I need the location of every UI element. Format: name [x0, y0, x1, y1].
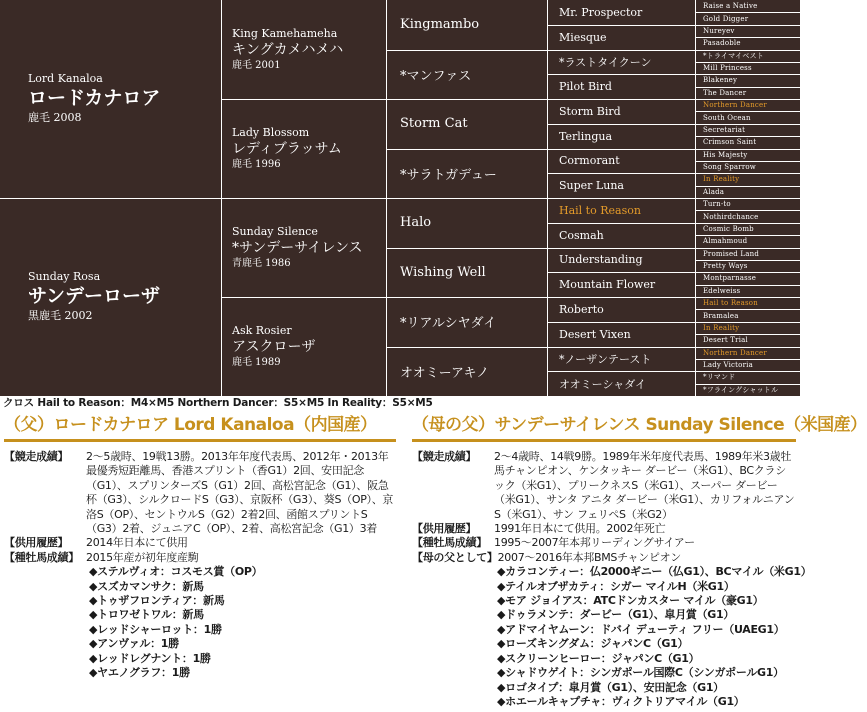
offspring-item: ◆ロゴタイプ：皐月賞（G1）、安田記念（G1） [497, 680, 724, 694]
sire-cell [0, 0, 221, 198]
gen5-name: Edelweiss [703, 286, 741, 295]
gen5-cell [695, 347, 800, 359]
gen2-name-jp: レディブラッサム [232, 140, 342, 157]
grid-line [695, 111, 800, 112]
gen4-name: *ラストタイクーン [559, 55, 652, 69]
offspring-item: ◆レッドレグナント：1勝 [89, 651, 211, 665]
grid-line [695, 136, 800, 137]
damsire-stud-history [412, 522, 796, 536]
bms-label: 【母の父として】 [412, 550, 498, 564]
gen4-cell [547, 248, 695, 273]
gen3-cell [386, 198, 547, 248]
gen4-name: *ノーザンテースト [559, 352, 652, 366]
gen5-cell [695, 99, 800, 111]
gen4-cell [547, 50, 695, 75]
gen4-name: Terlingua [559, 129, 613, 143]
grid-line [386, 149, 800, 150]
gen4-name: Pilot Bird [559, 80, 612, 94]
gen3-name: *マンファス [400, 68, 472, 84]
damsire-offspring-list [412, 565, 812, 709]
offspring-item: ◆ドゥラメンテ：ダービー（G1）、皐月賞（G1） [497, 608, 735, 622]
gen5-cell [695, 136, 800, 148]
gen5-name: Pretty Ways [703, 262, 748, 271]
offspring-item: ◆ヤエノグラフ：1勝 [89, 666, 190, 680]
dam-cell [0, 198, 221, 396]
grid-line [695, 186, 800, 187]
gen2-cell [221, 99, 386, 198]
gen3-cell [386, 50, 547, 100]
gen4-name: Roberto [559, 302, 604, 316]
gen4-name: Storm Bird [559, 104, 621, 118]
gen5-name: The Dancer [703, 88, 747, 97]
gen5-name: Montparnasse [703, 274, 757, 283]
gen4-cell [547, 223, 695, 248]
grid-line [547, 322, 800, 323]
grid-line [695, 161, 800, 162]
stud-history-text: 1991年日本にて供用。2002年死亡 [494, 522, 666, 536]
gen3-name: Kingmambo [400, 17, 480, 33]
gen5-name: Lady Victoria [703, 361, 753, 370]
gen5-cell [695, 371, 800, 383]
gen5-name: Promised Land [703, 249, 759, 258]
stud-record-label: 【種牡馬成績】 [4, 550, 79, 564]
gen4-cell [547, 25, 695, 50]
gen5-cell [695, 359, 800, 371]
grid-line [695, 359, 800, 360]
grid-line [695, 37, 800, 38]
gen4-name: Understanding [559, 253, 643, 267]
gen4-cell [547, 124, 695, 149]
gen5-cell [695, 173, 800, 185]
gen4-name: Cormorant [559, 154, 620, 168]
gen4-cell [547, 99, 695, 124]
offspring-item: ◆レッドシャーロット：1勝 [89, 622, 222, 636]
sire-column [4, 413, 396, 681]
gen5-cell [695, 111, 800, 123]
race-record-label: 【競走成績】 [412, 450, 477, 463]
stud-record-text: 1995～2007年本邦リーディングサイアー [494, 536, 695, 550]
offspring-item: ◆アンヴァル：1勝 [89, 637, 179, 651]
gen3-cell [386, 99, 547, 149]
gen5-name: Nureyev [703, 26, 735, 35]
gen5-cell [695, 272, 800, 284]
gen5-name: *トライマイベスト [703, 51, 764, 60]
gen2-info: 鹿毛 1989 [232, 356, 281, 368]
gen4-name: Mr. Prospector [559, 5, 643, 19]
damsire-race-record [412, 450, 796, 522]
gen5-name: Hail to Reason [703, 299, 758, 308]
sire-info: 鹿毛 2008 [28, 111, 82, 124]
gen2-info: 鹿毛 2001 [232, 59, 281, 71]
gen5-name: Raise a Native [703, 2, 758, 11]
race-record-text: 2～5歳時、19戦13勝。2013年年度代表馬、2012年・2013年最優秀短距離馬、香港スプリント（香G1）2回、安田記念（G1）、スプリンターズS（G1）2回、高松宮記念（G1）、阪急杯（G3）、シルクロードS（G3）、京阪杯（G3）、葵S（OP）、京洛S（OP）、セントウルS（G2）2着2回、函館スプリントS（G3）2着、ジュニアC（OP）、2着、高松宮記念（G1）3着 [86, 450, 394, 536]
stud-history-label: 【供用履歴】 [412, 522, 477, 536]
gen5-cell [695, 37, 800, 49]
gen5-name: Northern Dancer [703, 101, 767, 110]
gen5-name: Gold Digger [703, 14, 749, 23]
offspring-item: ◆ステルヴィオ：コスモス賞（OP） [89, 565, 263, 579]
gen2-name-en: Ask Rosier [232, 323, 292, 337]
gen5-cell [695, 235, 800, 247]
gen5-cell [695, 87, 800, 99]
gen4-name: Desert Vixen [559, 327, 631, 341]
offspring-item: ◆スズカマンサク：新馬 [89, 579, 204, 593]
gen5-cell [695, 25, 800, 37]
gen3-cell [386, 248, 547, 298]
grid-line [547, 25, 800, 26]
grid-line [695, 260, 800, 261]
gen2-cell [221, 297, 386, 396]
gen5-name: Pasadoble [703, 39, 741, 48]
gen3-name: *リアルシヤダイ [400, 316, 497, 332]
gen4-cell [547, 347, 695, 372]
race-record-text: 2～4歳時、14戦9勝。1989年米年度代表馬、1989年米3歳牡馬チャンピオン、ケンタッキー ダービー（米G1）、BCクラシック（米G1）、プリークネスS（米G1）、スーパー ダービー（米G1）、サンタ アニタ ダービー（米G1）、カリフォルニアンS（米G1）、サン フェリペS（米G2） [494, 450, 795, 521]
sire-stud-record [4, 551, 396, 565]
gen2-cell [221, 0, 386, 99]
sire-name-en: Lord Kanaloa [28, 72, 103, 85]
damsire-heading-rule [412, 439, 796, 442]
sire-name-jp: ロードカナロア [28, 87, 161, 109]
grid-line [695, 210, 800, 211]
sire-race-record [4, 450, 396, 536]
offspring-item: ◆カラコンティー：仏2000ギニー（仏G1）、BCマイル（米G1） [497, 565, 812, 579]
gen2-name-jp: キングカメハメハ [232, 41, 344, 58]
gen5-cell [695, 223, 800, 235]
gen5-cell [695, 161, 800, 173]
gen5-cell [695, 309, 800, 321]
gen4-cell [547, 74, 695, 99]
offspring-item: ◆トロワゼトワル：新馬 [89, 608, 204, 622]
gen5-name: Nothirdchance [703, 212, 759, 221]
stud-history-text: 2014年日本にて供用 [86, 536, 188, 550]
gen2-name-en: Sunday Silence [232, 224, 318, 238]
gen5-cell [695, 12, 800, 24]
gen4-name: Super Luna [559, 179, 624, 193]
gen3-name: Halo [400, 215, 432, 231]
gen3-cell [386, 347, 547, 397]
offspring-item: ◆トゥザフロンティア：新馬 [89, 594, 225, 608]
grid-line [695, 285, 800, 286]
gen2-name-en: King Kamehameha [232, 26, 338, 40]
damsire-bms [412, 551, 796, 565]
gen5-cell [695, 334, 800, 346]
offspring-item: ◆スクリーンヒーロー：ジャパンC（G1） [497, 651, 700, 665]
gen3-name: Wishing Well [400, 264, 486, 280]
inbreeding-cross: クロス Hail to Reason：M4×M5 Northern Dancer：S5×M5 In Reality：S5×M5 [3, 397, 433, 409]
gen5-cell [695, 285, 800, 297]
gen3-name: オオミーアキノ [400, 365, 490, 381]
gen2-name-jp: アスクローザ [232, 338, 316, 355]
gen5-cell [695, 62, 800, 74]
gen5-name: Mill Princess [703, 64, 752, 73]
gen4-name: Hail to Reason [559, 203, 641, 217]
dam-info: 黒鹿毛 2002 [28, 309, 93, 322]
offspring-item: ◆テイルオブザカティ：シガー マイルH（米G1） [497, 579, 735, 593]
damsire-stud-record [412, 536, 796, 550]
offspring-item: ◆モア ジョイアス：ATCドンカスター マイル（豪G1） [497, 594, 764, 608]
grid-line [695, 235, 800, 236]
sire-heading: （父）ロードカナロア Lord Kanaloa（内国産） [4, 415, 377, 435]
grid-line [547, 74, 800, 75]
gen4-name: Mountain Flower [559, 278, 656, 292]
gen4-name: Cosmah [559, 228, 604, 242]
gen5-name: South Ocean [703, 113, 751, 122]
gen5-cell [695, 322, 800, 334]
gen4-cell [547, 0, 695, 25]
gen5-name: Secretariat [703, 125, 746, 134]
grid-line [547, 223, 800, 224]
grid-line [695, 334, 800, 335]
gen5-cell [695, 74, 800, 86]
gen5-cell [695, 50, 800, 62]
stud-history-label: 【供用履歴】 [4, 536, 69, 550]
sire-offspring-list [4, 565, 396, 680]
gen2-cell [221, 198, 386, 297]
grid-line [0, 198, 800, 199]
gen5-name: Turn-to [703, 200, 731, 209]
grid-line [547, 272, 800, 273]
gen4-cell [547, 173, 695, 198]
gen5-name: His Majesty [703, 150, 748, 159]
stud-record-text: 2015年産が初年度産駒 [86, 550, 199, 564]
gen5-cell [695, 297, 800, 309]
gen4-cell [547, 149, 695, 174]
dam-name-en: Sunday Rosa [28, 270, 101, 283]
offspring-item: ◆ホエールキャプチャ：ヴィクトリアマイル（G1） [497, 694, 745, 708]
damsire-heading: （母の父）サンデーサイレンス Sunday Silence（米国産） [412, 415, 867, 435]
gen2-name-jp: *サンデーサイレンス [232, 239, 363, 256]
gen4-name: オオミーシャダイ [559, 377, 647, 391]
grid-line [547, 371, 800, 372]
grid-line [695, 62, 800, 63]
grid-line [221, 297, 800, 298]
grid-line [386, 50, 800, 51]
gen5-name: Cosmic Bomb [703, 224, 754, 233]
gen5-cell [695, 384, 800, 396]
grid-line [547, 173, 800, 174]
gen3-cell [386, 297, 547, 347]
grid-line [386, 347, 800, 348]
gen4-cell [547, 371, 695, 396]
gen2-info: 青鹿毛 1986 [232, 257, 291, 269]
gen5-name: Blakeney [703, 76, 738, 85]
grid-line [695, 12, 800, 13]
gen3-cell [386, 149, 547, 199]
gen5-name: Desert Trial [703, 336, 748, 345]
gen5-name: Bramalea [703, 311, 739, 320]
gen5-cell [695, 149, 800, 161]
dam-name-jp: サンデーローザ [28, 285, 161, 307]
gen4-name: Miesque [559, 30, 607, 44]
grid-line [695, 309, 800, 310]
gen2-info: 鹿毛 1996 [232, 158, 281, 170]
gen3-name: *サラトガデュー [400, 167, 497, 183]
gen5-name: Alada [703, 187, 725, 196]
bms-text: 2007～2016年本邦BMSチャンピオン [497, 550, 681, 564]
sire-heading-rule [4, 439, 396, 442]
gen5-name: Northern Dancer [703, 348, 767, 357]
gen3-name: Storm Cat [400, 116, 468, 132]
gen2-name-en: Lady Blossom [232, 125, 310, 139]
gen5-name: Crimson Saint [703, 138, 757, 147]
gen5-cell [695, 186, 800, 198]
gen5-name: In Reality [703, 175, 740, 184]
gen5-name: Almahmoud [703, 237, 748, 246]
gen5-name: Song Sparrow [703, 163, 756, 172]
sire-stud-history [4, 536, 396, 550]
gen5-name: *フライングシャットル [703, 385, 779, 394]
gen5-cell [695, 210, 800, 222]
race-record-label: 【競走成績】 [4, 450, 69, 463]
stud-record-label: 【種牡馬成績】 [412, 536, 487, 550]
damsire-column [412, 413, 867, 709]
gen5-cell [695, 124, 800, 136]
grid-line [695, 87, 800, 88]
gen5-cell [695, 248, 800, 260]
gen4-cell [547, 198, 695, 223]
gen4-cell [547, 297, 695, 322]
gen5-name: *リマンド [703, 373, 736, 382]
grid-line [221, 99, 800, 100]
gen5-cell [695, 260, 800, 272]
gen3-cell [386, 0, 547, 50]
gen4-cell [547, 272, 695, 297]
gen4-cell [547, 322, 695, 347]
gen5-cell [695, 198, 800, 210]
offspring-item: ◆ローズキングダム：ジャパンC（G1） [497, 637, 689, 651]
grid-line [547, 124, 800, 125]
grid-line [695, 384, 800, 385]
offspring-item: ◆シャドウゲイト：シンガポール国際C（シンガポールG1） [497, 666, 784, 680]
grid-line [386, 248, 800, 249]
gen5-name: In Reality [703, 323, 740, 332]
gen5-cell [695, 0, 800, 12]
offspring-item: ◆アドマイヤムーン：ドバイ デューティ フリー（UAEG1） [497, 622, 785, 636]
